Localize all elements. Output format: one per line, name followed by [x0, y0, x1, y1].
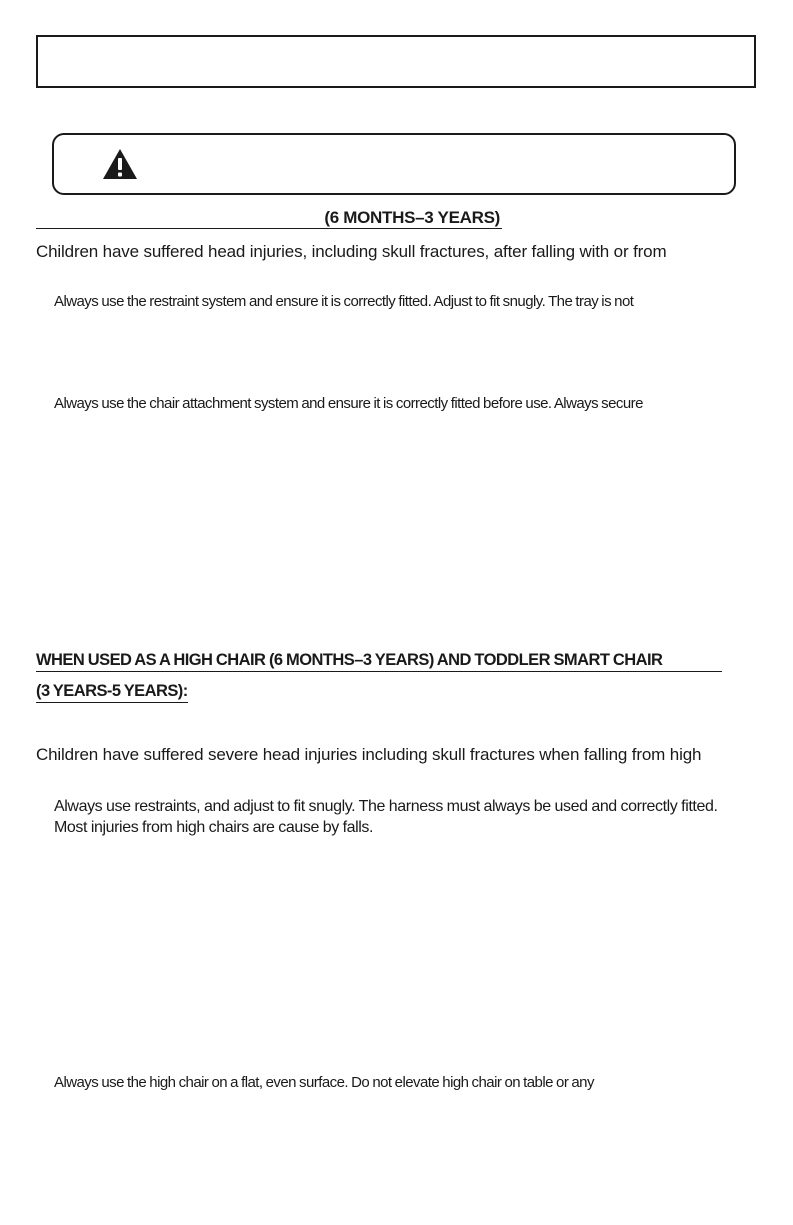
warning-banner	[52, 133, 736, 195]
section2-heading	[36, 650, 722, 703]
header-title-box	[36, 35, 756, 88]
section1-item: Always use the restraint system and ensure it is correctly fitted. Adjust to fit snugly. The tray is not	[54, 293, 634, 310]
section2-intro: Children have suffered severe head injuries including skull fractures when falling from high	[36, 745, 702, 764]
section1-intro: Children have suffered head injuries, including skull fractures, after falling with or from	[36, 242, 667, 261]
section2-item: Always use the high chair on a flat, even surface. Do not elevate high chair on table or any	[54, 1074, 594, 1091]
section2-item: Always use restraints, and adjust to fit snugly. The harness must always be used and correctly fitted. Most injuries from high chairs are cause by falls.	[54, 798, 718, 836]
section1-subtitle-text: (6 MONTHS–3 YEARS)	[324, 208, 500, 227]
section1-item: Always use the chair attachment system and ensure it is correctly fitted before use. Always secure	[54, 395, 643, 412]
warning-triangle-icon	[102, 148, 138, 180]
section2-heading-line2: (3 YEARS-5 YEARS):	[36, 681, 188, 703]
section2-heading-line1: WHEN USED AS A HIGH CHAIR (6 MONTHS–3 YEARS) AND TODDLER SMART CHAIR	[36, 650, 722, 672]
section1-subtitle	[36, 208, 502, 229]
